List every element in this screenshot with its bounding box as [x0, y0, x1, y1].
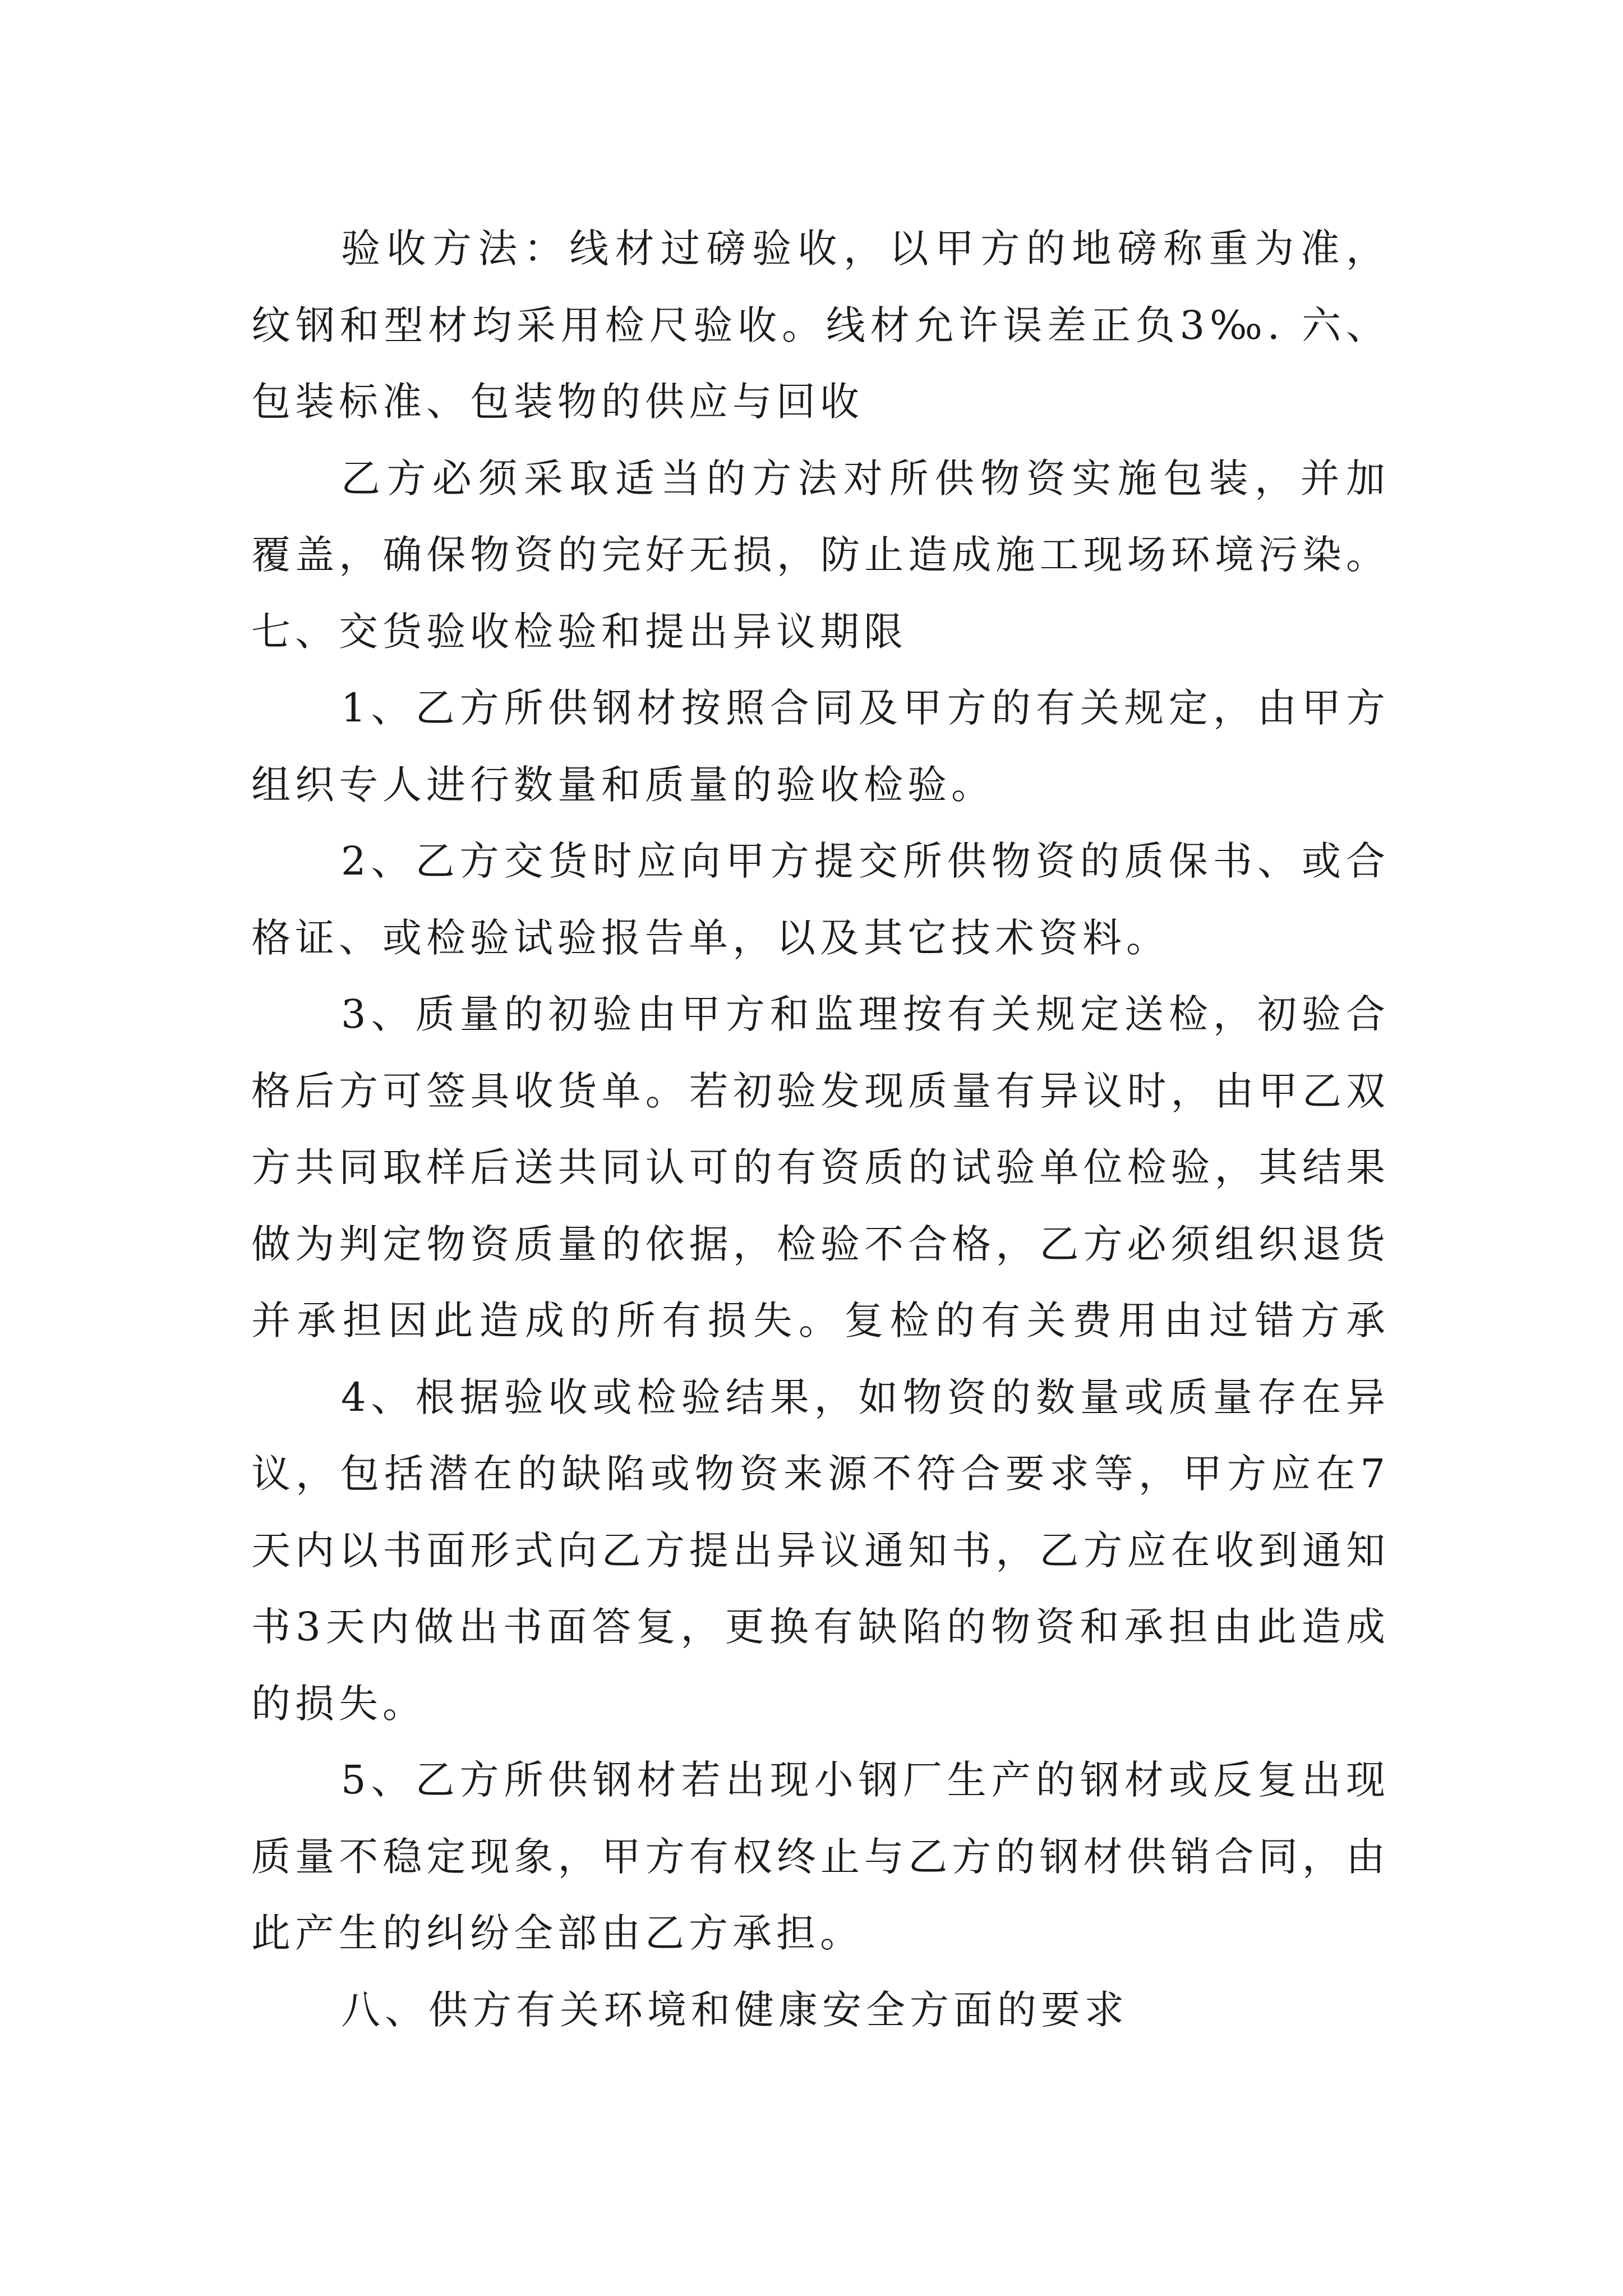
text-line: 组织专人进行数量和质量的验收检验。	[251, 761, 995, 808]
text-line: 质量不稳定现象，甲方有权终止与乙方的钢材供销合同，由	[251, 1833, 1390, 1880]
text-line: 七、交货验收检验和提出异议期限	[251, 608, 907, 655]
text-line: 包装标准、包装物的供应与回收	[251, 379, 864, 425]
text-line: 并承担因此造成的所有损失。复检的有关费用由过错方承	[251, 1297, 1390, 1343]
text-line: 4、根据验收或检验结果，如物资的数量或质量存在异	[341, 1374, 1390, 1420]
text-line: 格后方可签具收货单。若初验发现质量有异议时，由甲乙双	[251, 1068, 1390, 1114]
text-line: 八、供方有关环境和健康安全方面的要求	[341, 1986, 1128, 2033]
document-body	[251, 210, 1390, 2048]
text-line: 1、乙方所供钢材按照合同及甲方的有关规定，由甲方	[341, 685, 1390, 731]
text-line: 书3天内做出书面答复，更换有缺陷的物资和承担由此造成	[251, 1604, 1390, 1650]
text-line: 5、乙方所供钢材若出现小钢厂生产的钢材或反复出现	[341, 1757, 1390, 1803]
text-line: 覆盖，确保物资的完好无损，防止造成施工现场环境污染。	[251, 532, 1390, 578]
text-line: 纹钢和型材均采用检尺验收。线材允许误差正负3‰. 六、	[251, 302, 1390, 348]
text-line: 的损失。	[251, 1680, 426, 1727]
text-line: 此产生的纠纷全部由乙方承担。	[251, 1910, 864, 1956]
text-line: 天内以书面形式向乙方提出异议通知书，乙方应在收到通知	[251, 1527, 1390, 1573]
text-line: 3、质量的初验由甲方和监理按有关规定送检，初验合	[341, 991, 1390, 1037]
text-line: 格证、或检验试验报告单，以及其它技术资料。	[251, 914, 1170, 961]
text-line: 验收方法：线材过磅验收，以甲方的地磅称重为准，	[341, 226, 1390, 272]
text-line: 2、乙方交货时应向甲方提交所供物资的质保书、或合	[341, 838, 1390, 884]
text-line: 乙方必须采取适当的方法对所供物资实施包装，并加	[341, 455, 1390, 501]
text-line: 议，包括潜在的缺陷或物资来源不符合要求等，甲方应在7	[251, 1451, 1390, 1497]
text-line: 方共同取样后送共同认可的有资质的试验单位检验，其结果	[251, 1144, 1390, 1190]
text-line: 做为判定物资质量的依据，检验不合格，乙方必须组织退货	[251, 1221, 1390, 1267]
